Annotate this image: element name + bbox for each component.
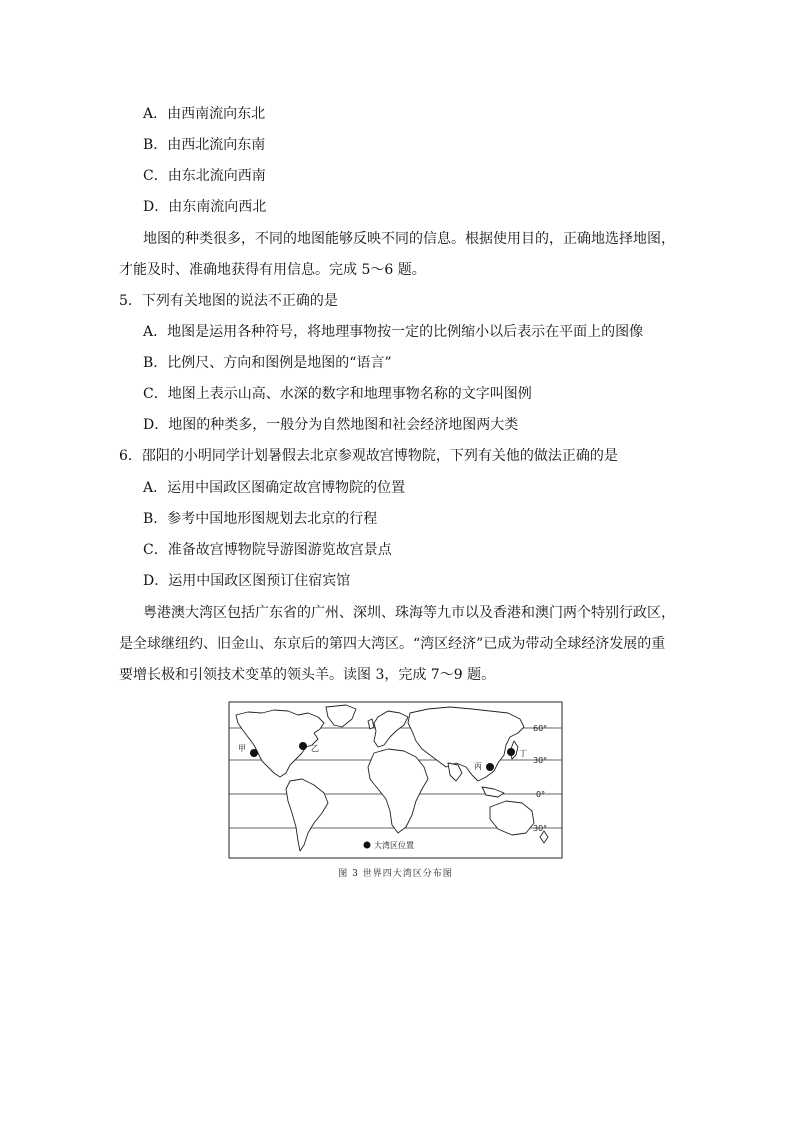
intro-5-6-line1: 地图的种类很多，不同的地图能够反映不同的信息。根据使用目的，正确地选择地图，	[143, 231, 675, 247]
label-bing: 丙	[474, 762, 482, 771]
bay-point-bing	[486, 763, 494, 771]
lat-label-0: 0°	[536, 790, 546, 799]
q4-option-a: A．由西南流向东北	[143, 106, 266, 122]
intro-7-9-line3: 要增长极和引领技术变革的领头羊。读图 3，完成 7～9 题。	[119, 667, 496, 683]
q4-option-b: B．由西北流向东南	[143, 137, 266, 153]
q5-option-b: B．比例尺、方向和图例是地图的“语言”	[143, 355, 392, 371]
q6-option-a: A．运用中国政区图确定故宫博物院的位置	[143, 480, 406, 496]
q5-option-a: A．地图是运用各种符号，将地理事物按一定的比例缩小以后表示在平面上的图像	[143, 324, 644, 340]
q5-option-d: D．地图的种类多，一般分为自然地图和社会经济地图两大类	[143, 417, 519, 433]
q5-option-c: C．地图上表示山高、水深的数字和地理事物名称的文字叫图例	[143, 386, 532, 402]
label-jia: 甲	[238, 744, 246, 753]
legend-label: 大湾区位置	[374, 841, 414, 850]
q6-option-d: D．运用中国政区图预订住宿宾馆	[143, 573, 351, 589]
figure-caption: 图 3 世界四大湾区分布图	[338, 869, 453, 879]
intro-7-9-line1: 粤港澳大湾区包括广东省的广州、深圳、珠海等九市以及香港和澳门两个特别行政区，	[143, 605, 675, 621]
lat-label-30n: 30°	[533, 756, 548, 765]
q5-stem: 5．下列有关地图的说法不正确的是	[119, 293, 338, 309]
intro-5-6-line2: 才能及时、准确地获得有用信息。完成 5～6 题。	[119, 262, 426, 278]
bay-point-ding	[507, 748, 515, 756]
q6-stem: 6．邵阳的小明同学计划暑假去北京参观故宫博物院，下列有关他的做法正确的是	[119, 448, 618, 464]
bay-point-yi	[299, 742, 307, 750]
label-yi: 乙	[311, 744, 319, 753]
lat-label-30s: 30°	[533, 824, 548, 833]
world-bay-areas-map	[228, 701, 563, 859]
q6-option-c: C．准备故宫博物院导游图游览故宫景点	[143, 542, 392, 558]
label-ding: 丁	[519, 749, 527, 758]
q4-option-c: C．由东北流向西南	[143, 168, 266, 184]
intro-7-9-line2: 是全球继纽约、旧金山、东京后的第四大湾区。“湾区经济”已成为带动全球经济发展的重	[119, 636, 666, 652]
q4-option-d: D．由东南流向西北	[143, 199, 267, 215]
lat-label-60: 60°	[533, 724, 548, 733]
bay-point-jia	[250, 749, 258, 757]
legend-dot	[364, 842, 371, 849]
q6-option-b: B．参考中国地形图规划去北京的行程	[143, 511, 378, 527]
